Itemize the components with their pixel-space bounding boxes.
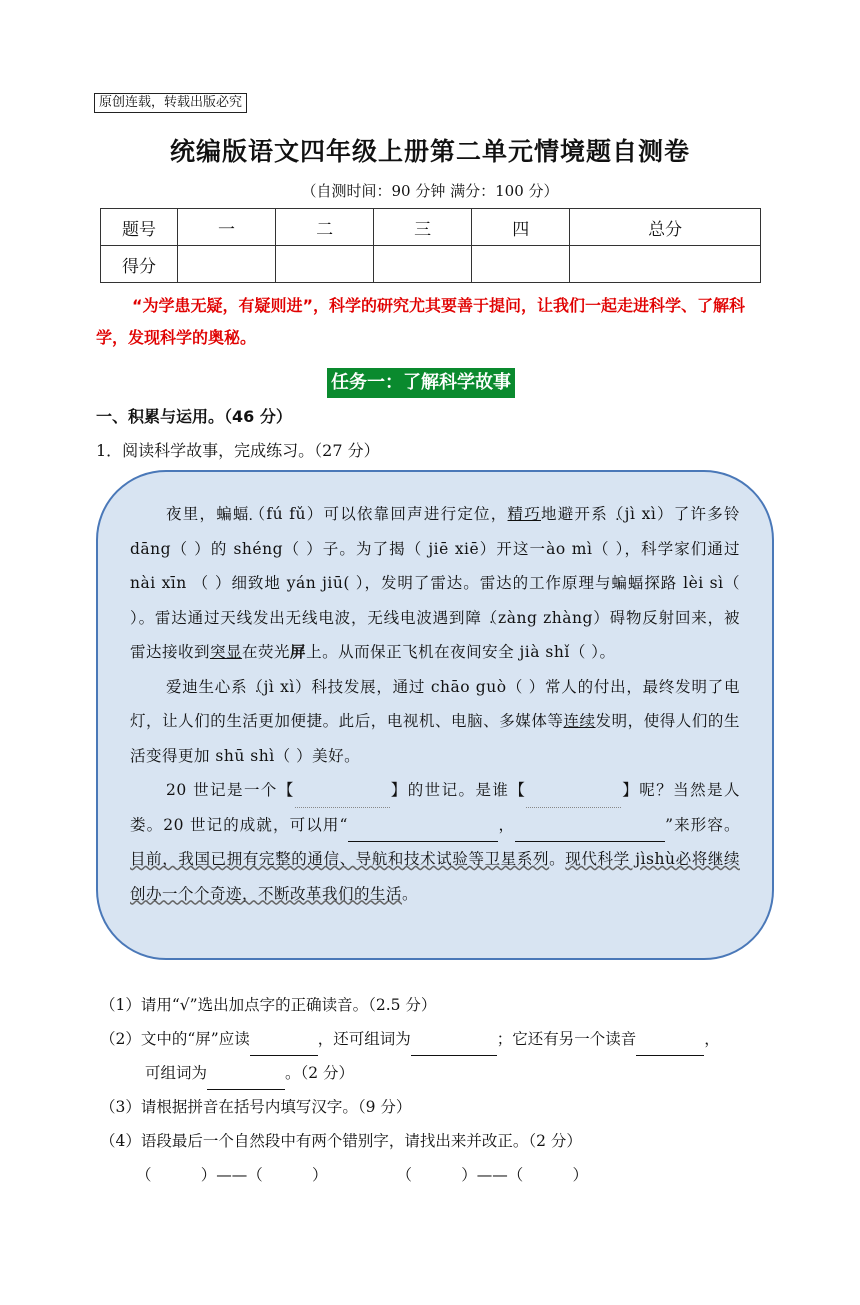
page-title: 统编版语文四年级上册第二单元情境题自测卷 (169, 137, 690, 166)
text-run: （zàng zhàng）碍物反射回来，被雷达接收到 (130, 608, 740, 661)
text-run: （fú fǔ）可以依靠回声进行定位， (249, 505, 508, 523)
table-cell: 一 (178, 209, 276, 246)
table-cell: 总分 (570, 209, 761, 246)
underlined-word: 连续 (563, 712, 596, 730)
text-run: （jì xì）科技发展，通过 chāo guò（ ）常人的付出，最终发明了电灯，让人们的生活更加便捷。此后，电视机、电脑、多媒体等 (130, 677, 740, 730)
text-run: （jì xì）了许多铃 dāng（ ）的 shéng（ ）子。为了揭（ jiē xiē）开这一ào mì（ ），科学家们通过 nài xīn （ ）细致地 yán jiū( ），发明了雷达。雷达的工作原理与蝙蝠探路 lèi sì（ ）。雷达通过天线发出无线电波，无线电波遇到 (130, 505, 740, 627)
text-run: 爱迪生心 (166, 677, 232, 696)
sub-questions (100, 988, 780, 1192)
blank-field[interactable] (636, 1037, 704, 1056)
blank-field[interactable] (526, 789, 621, 808)
text-run: ，还可组词为 (317, 1030, 411, 1048)
blank-field[interactable] (250, 1037, 318, 1056)
text-run: （2）文中的“屏”应读 (100, 1030, 250, 1048)
table-cell: 题号 (101, 209, 178, 246)
text-run: 上。从而保正飞机在夜间安全 jià shǐ（ ）。 (306, 643, 616, 661)
wavy-underlined-sentence: 目前，我国已拥有完整的通信、导航和技术试验等卫星系列 (130, 850, 550, 868)
copyright-tag: 原创连载，转载出版必究 (94, 93, 247, 113)
blank-field[interactable] (515, 823, 665, 842)
passage-text (130, 497, 740, 911)
score-input-cell[interactable] (472, 246, 570, 283)
score-input-cell[interactable] (276, 246, 374, 283)
text-run: 地避开 (541, 505, 592, 523)
underlined-word: 突显 (210, 643, 243, 661)
score-input-cell[interactable] (570, 246, 761, 283)
sub-question-1: （1）请用“√”选出加点字的正确读音。（2.5 分） (100, 996, 437, 1014)
text-run: 20 世记是一个【 (166, 781, 295, 799)
score-input-cell[interactable] (374, 246, 472, 283)
text-run: 】呢？当然是人娄。20 世记的成就，可以用“ (130, 781, 740, 834)
table-cell: 得分 (101, 246, 178, 283)
passage-paragraph (130, 773, 740, 911)
sub-question-4: （4）语段最后一个自然段中有两个错别字，请找出来并改正。（2 分） (100, 1132, 582, 1150)
passage-paragraph (130, 497, 740, 670)
text-run: 发明，使得人们的生活变得更加 shū shì（ ）美好。 (130, 712, 740, 765)
blank-field[interactable] (411, 1037, 497, 1056)
text-run: ；它还有另一个读音 (496, 1030, 637, 1048)
section-heading: 一、积累与运用。（46 分） (96, 407, 292, 426)
sub-question-2-cont (100, 1056, 780, 1090)
dotted-char: 障 (465, 608, 482, 627)
score-input-cell[interactable] (178, 246, 276, 283)
text-run: 】的世记。是谁【 (389, 781, 527, 799)
sub-question-2 (100, 1022, 780, 1056)
passage-paragraph (130, 670, 740, 774)
intro-text: “为学患无疑，有疑则进”，科学的研究尤其要善于提问，让我们一起走进科学、了解科学，发现科学的奥秘。 (96, 296, 746, 347)
text-run: 夜里， (166, 505, 217, 523)
score-table-header-row (101, 209, 761, 246)
table-cell: 二 (276, 209, 374, 246)
wavy-underlined-sentence: 现代科学 jìshù必将继续创办一个个奇迹，不断改革我们的生活 (130, 850, 740, 903)
text-run: ， (497, 815, 516, 834)
dotted-char: 系 (231, 677, 248, 696)
text-run: 。（2 分） (285, 1064, 355, 1082)
dotted-char: 蝙蝠 (216, 505, 250, 523)
score-table (100, 208, 761, 283)
text-run: ， (704, 1030, 720, 1048)
text-run: 。 (549, 850, 566, 868)
text-run: 。 (402, 884, 419, 903)
correction-blanks[interactable]: （ ）——（ ） （ ）——（ ） (136, 1166, 589, 1184)
text-run: 在荧光 (242, 643, 291, 661)
task-heading: 任务一：了解科学故事 (327, 368, 515, 398)
table-cell: 三 (374, 209, 472, 246)
exam-info: （自测时间：90 分钟 满分：100 分） (301, 182, 559, 200)
question-1: 1．阅读科学故事，完成练习。（27 分） (96, 441, 380, 460)
bold-char: 屏 (290, 642, 307, 661)
text-run: 可组词为 (145, 1064, 208, 1082)
underlined-word: 精巧 (507, 505, 541, 523)
blank-field[interactable] (295, 789, 390, 808)
dotted-char: 系 (591, 505, 608, 523)
text-run: ”来形容。 (665, 815, 740, 834)
table-cell: 四 (472, 209, 570, 246)
score-table-score-row (101, 246, 761, 283)
blank-field[interactable] (207, 1071, 285, 1090)
sub-question-3: （3）请根据拼音在括号内填写汉字。（9 分） (100, 1098, 412, 1116)
blank-field[interactable] (348, 823, 498, 842)
